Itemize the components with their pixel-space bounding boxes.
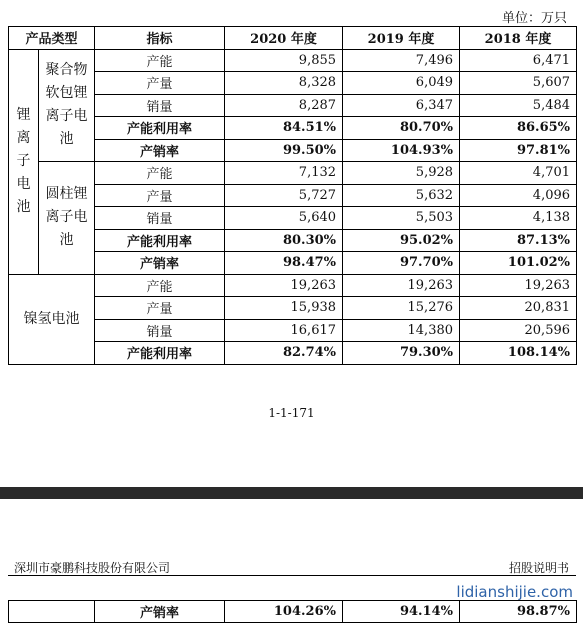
unit-label: 单位：万只 [501,11,567,26]
footer-company: 深圳市豪鹏科技股份有限公司 [14,561,171,575]
cell-2020: 19,263 [225,274,343,297]
cell-2020: 8,287 [225,94,343,117]
cell-2019: 5,928 [343,162,460,185]
table-row [9,297,577,320]
cell-2018: 108.14% [460,342,577,365]
cell-2018: 6,471 [460,49,577,72]
cell-2019: 104.93% [343,139,460,162]
row-indicator: 产能利用率 [95,229,225,252]
group-li-ion: 锂离子电池 [9,49,39,274]
table-row [9,94,577,117]
table-header-row [9,27,577,50]
cell-2019: 5,632 [343,184,460,207]
row-indicator: 产销率 [95,601,225,623]
row-indicator: 产能利用率 [95,117,225,140]
table-row [9,319,577,342]
table-row [9,117,577,140]
table-row [9,72,577,95]
footer-rule [8,575,576,576]
footer-doc-title: 招股说明书 [508,561,569,575]
group-nimh: 镍氢电池 [9,274,95,364]
group-cylindrical: 圆柱锂离子电池 [39,162,95,275]
cell-2019: 6,049 [343,72,460,95]
table-row [9,49,577,72]
cell-2019: 15,276 [343,297,460,320]
table-row [9,229,577,252]
cell-2020: 5,640 [225,207,343,230]
watermark: lidianshijie.com [456,583,573,601]
header-2020: 2020 年度 [225,27,343,50]
row-indicator: 产能 [95,162,225,185]
cell-2019: 97.70% [343,252,460,275]
cell-2018: 98.87% [460,601,577,623]
cell-2019: 19,263 [343,274,460,297]
table-row [9,207,577,230]
cell-2019: 14,380 [343,319,460,342]
cell-2019: 80.70% [343,117,460,140]
row-indicator: 产量 [95,72,225,95]
continued-table [8,600,577,623]
cell-2019: 5,503 [343,207,460,230]
cell-2018: 4,096 [460,184,577,207]
header-2019: 2019 年度 [343,27,460,50]
row-indicator: 销量 [95,319,225,342]
cell-2019: 7,496 [343,49,460,72]
row-indicator: 产销率 [95,252,225,275]
header-2018: 2018 年度 [460,27,577,50]
page-break-divider [0,487,583,499]
cell-2020: 15,938 [225,297,343,320]
cell-2018: 5,484 [460,94,577,117]
table-row [9,162,577,185]
cell-2018: 101.02% [460,252,577,275]
row-indicator: 产能 [95,274,225,297]
capacity-table [8,26,577,365]
group-polymer: 聚合物软包锂离子电池 [39,49,95,162]
row-indicator: 产能 [95,49,225,72]
cell-2020: 5,727 [225,184,343,207]
cell-2020: 98.47% [225,252,343,275]
row-indicator: 产能利用率 [95,342,225,365]
cell-2020: 99.50% [225,139,343,162]
cell-2018: 19,263 [460,274,577,297]
cell-2019: 6,347 [343,94,460,117]
continued-empty-cell [9,601,95,623]
table-row [9,139,577,162]
table-row [9,184,577,207]
cell-2018: 20,596 [460,319,577,342]
cell-2020: 8,328 [225,72,343,95]
cell-2020: 80.30% [225,229,343,252]
cell-2019: 79.30% [343,342,460,365]
cell-2018: 86.65% [460,117,577,140]
cell-2020: 82.74% [225,342,343,365]
page-number: 1-1-171 [268,406,315,420]
header-type: 产品类型 [9,27,95,50]
cell-2018: 20,831 [460,297,577,320]
table-row [9,342,577,365]
cell-2018: 97.81% [460,139,577,162]
table-row [9,274,577,297]
cell-2020: 16,617 [225,319,343,342]
row-indicator: 产量 [95,297,225,320]
header-indicator: 指标 [95,27,225,50]
cell-2018: 4,138 [460,207,577,230]
cell-2020: 84.51% [225,117,343,140]
cell-2020: 9,855 [225,49,343,72]
cell-2020: 7,132 [225,162,343,185]
cell-2019: 95.02% [343,229,460,252]
cell-2019: 94.14% [343,601,460,623]
cell-2018: 4,701 [460,162,577,185]
table-row [9,601,577,623]
cell-2020: 104.26% [225,601,343,623]
table-row [9,252,577,275]
row-indicator: 产量 [95,184,225,207]
cell-2018: 5,607 [460,72,577,95]
row-indicator: 销量 [95,94,225,117]
cell-2018: 87.13% [460,229,577,252]
row-indicator: 销量 [95,207,225,230]
row-indicator: 产销率 [95,139,225,162]
